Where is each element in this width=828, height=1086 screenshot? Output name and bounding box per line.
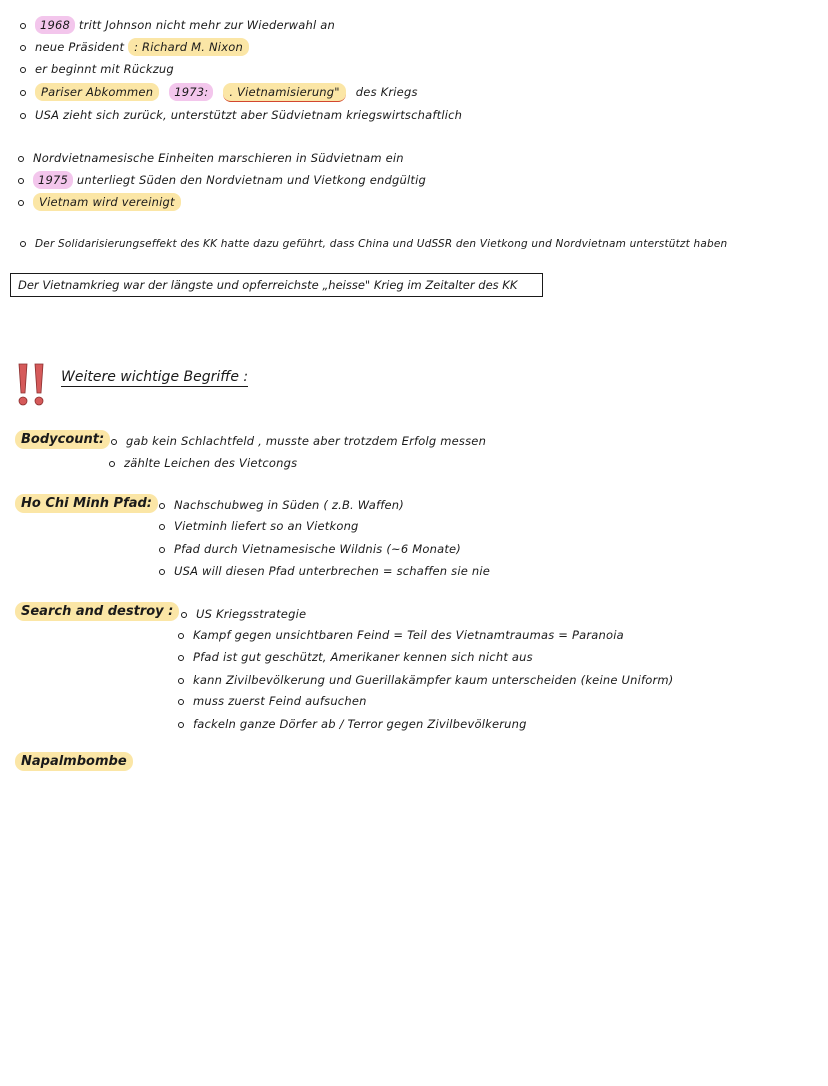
- term-item: Pfad ist gut geschützt, Amerikaner kennen sich nicht aus: [178, 650, 533, 664]
- note-line: neue Präsident : Richard M. Nixon: [20, 40, 249, 54]
- bullet-icon: [18, 156, 24, 162]
- term-item: Kampf gegen unsichtbaren Feind = Teil des Vietnamtraumas = Paranoia: [178, 628, 624, 642]
- bullet-icon: [20, 113, 26, 119]
- bullet-icon: [20, 23, 26, 29]
- note-line: USA zieht sich zurück, unterstützt aber Südvietnam kriegswirtschaftlich: [20, 108, 462, 122]
- date-highlight: 1968: [35, 16, 75, 34]
- term-item: USA will diesen Pfad unterbrechen = schaffen sie nie: [159, 564, 490, 578]
- bullet-icon: [159, 524, 165, 530]
- term-item: zählte Leichen des Vietcongs: [109, 456, 297, 470]
- term-bodycount: Bodycount:: [15, 430, 110, 449]
- name-highlight: : Richard M. Nixon: [128, 38, 249, 56]
- vietnamization-highlight: . Vietnamisierung": [223, 83, 345, 102]
- bullet-icon: [111, 439, 117, 445]
- bullet-icon: [178, 678, 184, 684]
- term-napalm: Napalmbombe: [15, 752, 133, 771]
- bullet-icon: [20, 90, 26, 96]
- bullet-icon: [178, 655, 184, 661]
- bullet-icon: [20, 67, 26, 73]
- date-highlight: 1975: [33, 171, 73, 189]
- bullet-icon: [20, 45, 26, 51]
- bullet-icon: [18, 178, 24, 184]
- treaty-highlight: Pariser Abkommen: [35, 83, 159, 101]
- note-line: 1975 unterliegt Süden den Nordvietnam und Vietkong endgültig: [18, 173, 426, 187]
- note-line: Pariser Abkommen 1973: . Vietnamisierung" des Kriegs: [20, 85, 418, 99]
- term-item: gab kein Schlachtfeld , musste aber trotzdem Erfolg messen: [111, 434, 486, 448]
- term-item: US Kriegsstrategie: [181, 607, 306, 621]
- bullet-icon: [159, 569, 165, 575]
- bullet-icon: [178, 699, 184, 705]
- term-item: fackeln ganze Dörfer ab / Terror gegen Zivilbevölkerung: [178, 717, 527, 731]
- exclamation-icon: [16, 362, 50, 408]
- date-highlight: 1973:: [169, 83, 213, 101]
- term-item: muss zuerst Feind aufsuchen: [178, 694, 367, 708]
- note-line: 1968 tritt Johnson nicht mehr zur Wiederwahl an: [20, 18, 335, 32]
- term-search-and-destroy: Search and destroy :: [15, 602, 179, 621]
- bullet-icon: [178, 722, 184, 728]
- term-item: Vietminh liefert so an Vietkong: [159, 519, 359, 533]
- term-ho-chi-minh: Ho Chi Minh Pfad:: [15, 494, 158, 513]
- bullet-icon: [178, 633, 184, 639]
- summary-box: Der Vietnamkrieg war der längste und opferreichste „heisse" Krieg im Zeitalter des KK: [10, 273, 543, 297]
- term-item: kann Zivilbevölkerung und Guerillakämpfer kaum unterscheiden (keine Uniform): [178, 673, 673, 687]
- bullet-icon: [159, 547, 165, 553]
- bullet-icon: [20, 241, 26, 247]
- bullet-icon: [181, 612, 187, 618]
- term-item: Pfad durch Vietnamesische Wildnis (~6 Monate): [159, 542, 461, 556]
- note-line: er beginnt mit Rückzug: [20, 62, 174, 76]
- note-line: Der Solidarisierungseffekt des KK hatte dazu geführt, dass China und UdSSR den Vietkong und Nordvietnam unterstützt haben: [20, 238, 727, 250]
- bullet-icon: [159, 503, 165, 509]
- note-line: [18, 195, 181, 209]
- unification-highlight: Vietnam wird vereinigt: [33, 193, 181, 211]
- bullet-icon: [109, 461, 115, 467]
- note-line: Nordvietnamesische Einheiten marschieren in Südvietnam ein: [18, 151, 404, 165]
- term-item: Nachschubweg in Süden ( z.B. Waffen): [159, 498, 404, 512]
- section-heading: Weitere wichtige Begriffe :: [61, 369, 249, 385]
- bullet-icon: [18, 200, 24, 206]
